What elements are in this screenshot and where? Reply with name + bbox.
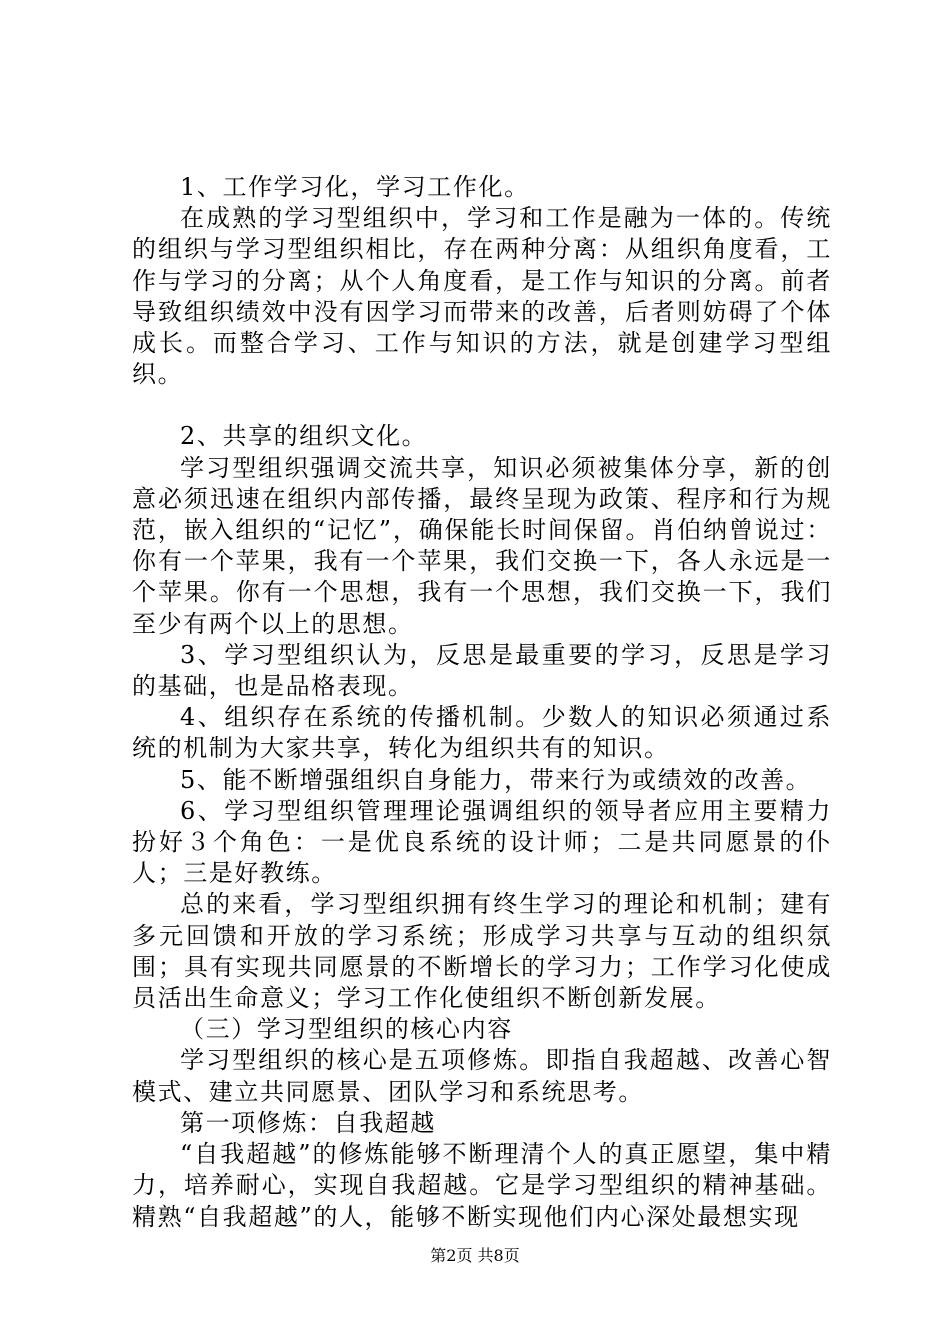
page-number: 第2页 共8页 bbox=[430, 1246, 520, 1265]
paragraph-self-mastery: “自我超越”的修炼能够不断理清个人的真正愿望，集中精力，培养耐心，实现自我超越。它是学习型组织的精神基础。精熟“自我超越”的人，能够不断实现他们内心深处最想实现 bbox=[132, 1140, 832, 1231]
document-body bbox=[132, 172, 832, 1233]
paragraph-1: 在成熟的学习型组织中，学习和工作是融为一体的。传统的组织与学习型组织相比，存在两种分离：从组织角度看，工作与学习的分离；从个人角度看，是工作与知识的分离。前者导致组织绩效中没有因学习而带来的改善，后者则妨碍了个体成长。而整合学习、工作与知识的方法，就是创建学习型组织。 bbox=[132, 204, 832, 389]
section-heading-3: （三）学习型组织的核心内容 bbox=[180, 1015, 513, 1044]
section-heading-2: 2、共享的组织文化。 bbox=[180, 422, 428, 451]
paragraph-3: 3、学习型组织认为，反思是最重要的学习，反思是学习的基础，也是品格表现。 bbox=[132, 640, 832, 701]
section-heading-4: 第一项修炼：自我超越 bbox=[180, 1108, 436, 1137]
paragraph-5: 5、能不断增强组织自身能力，带来行为或绩效的改善。 bbox=[180, 765, 812, 794]
paragraph-2: 学习型组织强调交流共享，知识必须被集体分享，新的创意必须迅速在组织内部传播，最终呈现为政策、程序和行为规范，嵌入组织的“记忆”，确保能长时间保留。肖伯纳曾说过：你有一个苹果，我有一个苹果，我们交换一下，各人永远是一个苹果。你有一个思想，我有一个思想，我们交换一下，我们至少有两个以上的思想。 bbox=[132, 453, 832, 638]
paragraph-4: 4、组织存在系统的传播机制。少数人的知识必须通过系统的机制为大家共享，转化为组织共有的知识。 bbox=[132, 703, 832, 763]
paragraph-summary: 总的来看，学习型组织拥有终生学习的理论和机制；建有多元回馈和开放的学习系统；形成学习共享与互动的组织氛围；具有实现共同愿景的不断增长的学习力；工作学习化使成员活出生命意义；学习工作化使组织不断创新发展。 bbox=[132, 890, 832, 1013]
paragraph-core: 学习型组织的核心是五项修炼。即指自我超越、改善心智模式、建立共同愿景、团队学习和系统思考。 bbox=[132, 1046, 832, 1106]
section-heading-1: 1、工作学习化，学习工作化。 bbox=[180, 173, 530, 201]
paragraph-6: 6、学习型组织管理理论强调组织的领导者应用主要精力扮好３个角色：一是优良系统的设计师；二是共同愿景的仆人；三是好教练。 bbox=[132, 796, 832, 888]
